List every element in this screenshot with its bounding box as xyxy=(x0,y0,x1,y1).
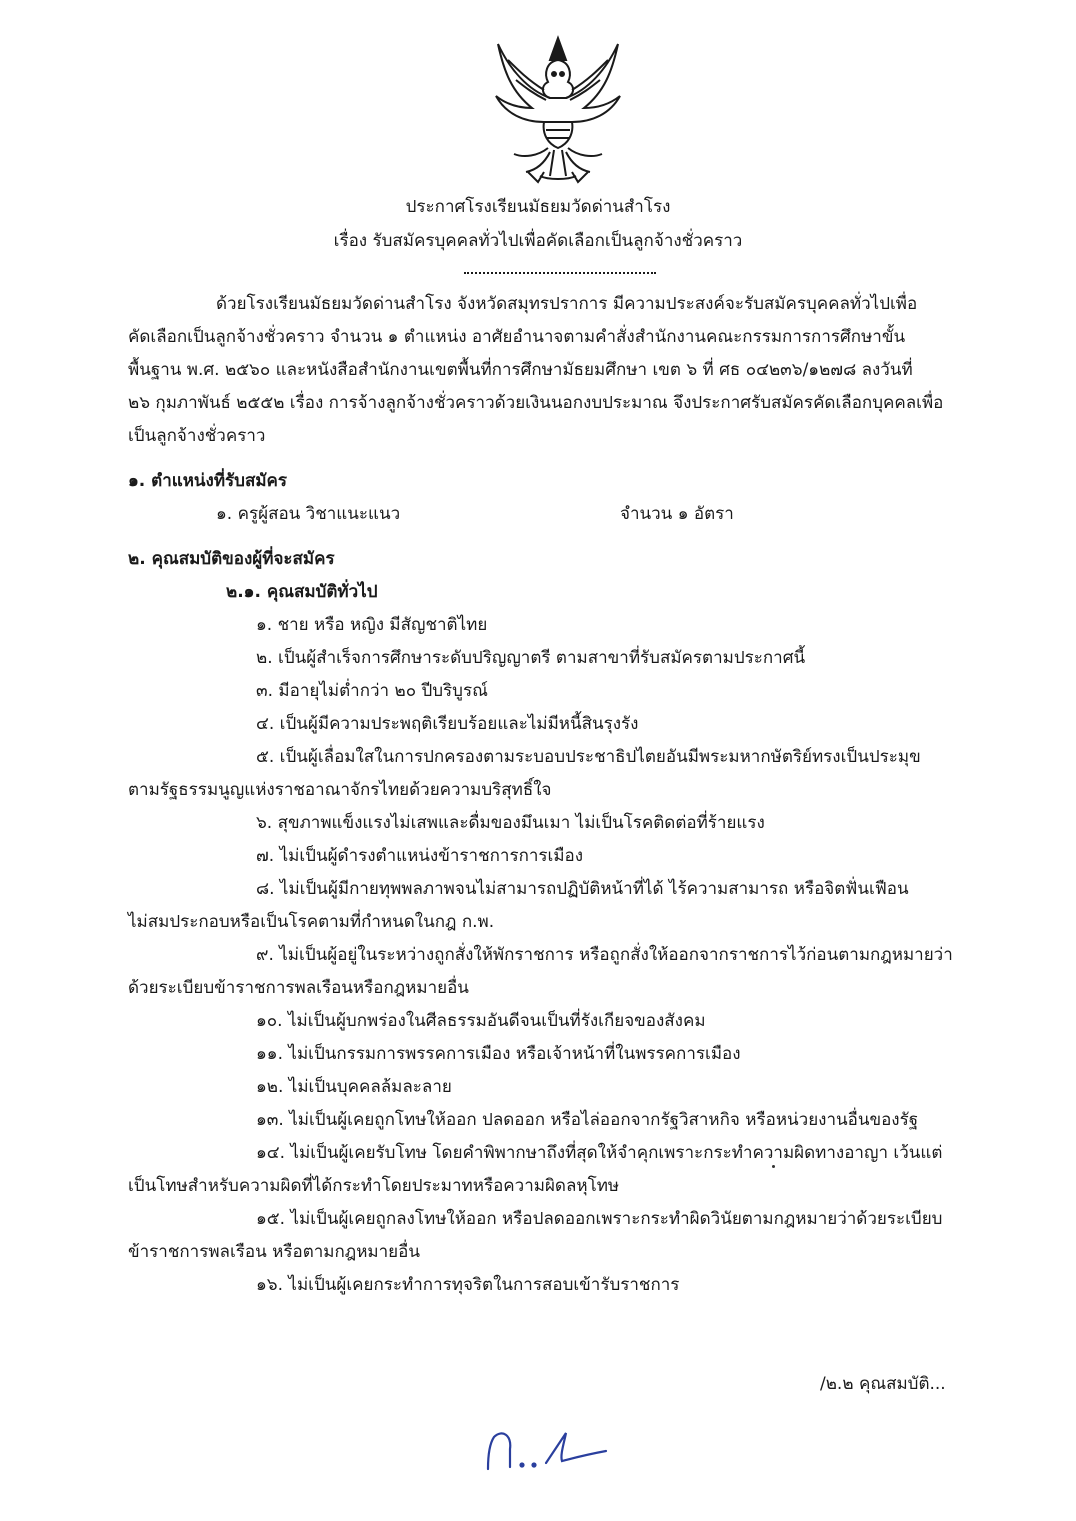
position-quota: จำนวน ๑ อัตรา xyxy=(620,504,734,524)
document-subject: เรื่อง รับสมัครบุคคลทั่วไปเพื่อคัดเลือกเป็นลูกจ้างชั่วคราว xyxy=(333,231,743,251)
section-2-1-heading: ๒.๑. คุณสมบัติทั่วไป xyxy=(226,582,378,602)
qualification-line: ๑๕. ไม่เป็นผู้เคยถูกลงโทษให้ออก หรือปลดออกเพราะกระทำผิดวินัยตามกฎหมายว่าด้วยระเบียบ xyxy=(256,1209,943,1229)
qualification-line: ๑๓. ไม่เป็นผู้เคยถูกโทษให้ออก ปลดออก หรือไล่ออกจากรัฐวิสาหกิจ หรือหน่วยงานอื่นของรัฐ xyxy=(256,1110,919,1130)
stray-mark xyxy=(772,1165,775,1168)
document-title: ประกาศโรงเรียนมัธยมวัดด่านสำโรง xyxy=(405,197,671,217)
intro-line: ๒๖ กุมภาพันธ์ ๒๕๕๒ เรื่อง การจ้างลูกจ้างชั่วคราวด้วยเงินนอกงบประมาณ จึงประกาศรับสมัครคัดเลือกบุคคลเพื่อ xyxy=(128,393,944,413)
qualification-line: ๘. ไม่เป็นผู้มีกายทุพพลภาพจนไม่สามารถปฏิบัติหน้าที่ได้ ไร้ความสามารถ หรือจิตฟั่นเฟือน xyxy=(256,879,909,899)
qualification-line: ๓. มีอายุไม่ต่ำกว่า ๒๐ ปีบริบูรณ์ xyxy=(256,681,488,701)
qualification-line: ๑๔. ไม่เป็นผู้เคยรับโทษ โดยคำพิพากษาถึงที่สุดให้จำคุกเพราะกระทำความผิดทางอาญา เว้นแต่ xyxy=(256,1143,943,1163)
title-divider xyxy=(464,268,656,274)
intro-line: ด้วยโรงเรียนมัธยมวัดด่านสำโรง จังหวัดสมุทรปราการ มีความประสงค์จะรับสมัครบุคคลทั่วไปเพื่อ xyxy=(216,294,918,314)
qualification-line: ๑๐. ไม่เป็นผู้บกพร่องในศีลธรรมอันดีจนเป็นที่รังเกียจของสังคม xyxy=(256,1011,706,1031)
qualification-line: ๒. เป็นผู้สำเร็จการศึกษาระดับปริญญาตรี ตามสาขาที่รับสมัครตามประกาศนี้ xyxy=(256,648,806,668)
garuda-emblem-icon xyxy=(488,30,628,190)
qualification-line: ไม่สมประกอบหรือเป็นโรคตามที่กำหนดในกฎ ก.พ. xyxy=(128,912,495,932)
qualification-line: ๑. ชาย หรือ หญิง มีสัญชาติไทย xyxy=(256,615,488,635)
continuation-note: /๒.๒ คุณสมบัติ... xyxy=(820,1374,946,1394)
intro-line: คัดเลือกเป็นลูกจ้างชั่วคราว จำนวน ๑ ตำแหน่ง อาศัยอำนาจตามคำสั่งสำนักงานคณะกรรมการการศึกษาขั้น xyxy=(128,327,906,347)
qualification-line: เป็นโทษสำหรับความผิดที่ได้กระทำโดยประมาทหรือความผิดลหุโทษ xyxy=(128,1176,620,1196)
qualification-line: ตามรัฐธรรมนูญแห่งราชอาณาจักรไทยด้วยความบริสุทธิ์ใจ xyxy=(128,780,552,800)
qualification-line: ๙. ไม่เป็นผู้อยู่ในระหว่างถูกสั่งให้พักราชการ หรือถูกสั่งให้ออกจากราชการไว้ก่อนตามกฎหมายว่า xyxy=(256,945,953,965)
qualification-line: ข้าราชการพลเรือน หรือตามกฎหมายอื่น xyxy=(128,1242,420,1262)
intro-line: พื้นฐาน พ.ศ. ๒๕๖๐ และหนังสือสำนักงานเขตพื้นที่การศึกษามัธยมศึกษา เขต ๖ ที่ ศธ ๐๔๒๓๖/๑๒๗๘ ลงวันที่ xyxy=(128,360,913,380)
qualification-line: ๑๖. ไม่เป็นผู้เคยกระทำการทุจริตในการสอบเข้ารับราชการ xyxy=(256,1275,680,1295)
section-2-heading: ๒. คุณสมบัติของผู้ที่จะสมัคร xyxy=(128,549,335,569)
signature-icon xyxy=(480,1425,610,1475)
qualification-line: ๔. เป็นผู้มีความประพฤติเรียบร้อยและไม่มีหนี้สินรุงรัง xyxy=(256,714,639,734)
qualification-line: ๕. เป็นผู้เลื่อมใสในการปกครองตามระบอบประชาธิปไตยอันมีพระมหากษัตริย์ทรงเป็นประมุข xyxy=(256,747,921,767)
qualification-line: ๗. ไม่เป็นผู้ดำรงตำแหน่งข้าราชการการเมือง xyxy=(256,846,584,866)
qualification-line: ๑๑. ไม่เป็นกรรมการพรรคการเมือง หรือเจ้าหน้าที่ในพรรคการเมือง xyxy=(256,1044,741,1064)
intro-line: เป็นลูกจ้างชั่วคราว xyxy=(128,426,266,446)
qualification-line: ๑๒. ไม่เป็นบุคคลล้มละลาย xyxy=(256,1077,452,1097)
section-1-heading: ๑. ตำแหน่งที่รับสมัคร xyxy=(128,471,288,491)
position-item: ๑. ครูผู้สอน วิชาแนะแนว xyxy=(216,504,401,524)
qualification-line: ๖. สุขภาพแข็งแรงไม่เสพและดื่มของมึนเมา ไม่เป็นโรคติดต่อที่ร้ายแรง xyxy=(256,813,765,833)
qualification-line: ด้วยระเบียบข้าราชการพลเรือนหรือกฎหมายอื่น xyxy=(128,978,469,998)
